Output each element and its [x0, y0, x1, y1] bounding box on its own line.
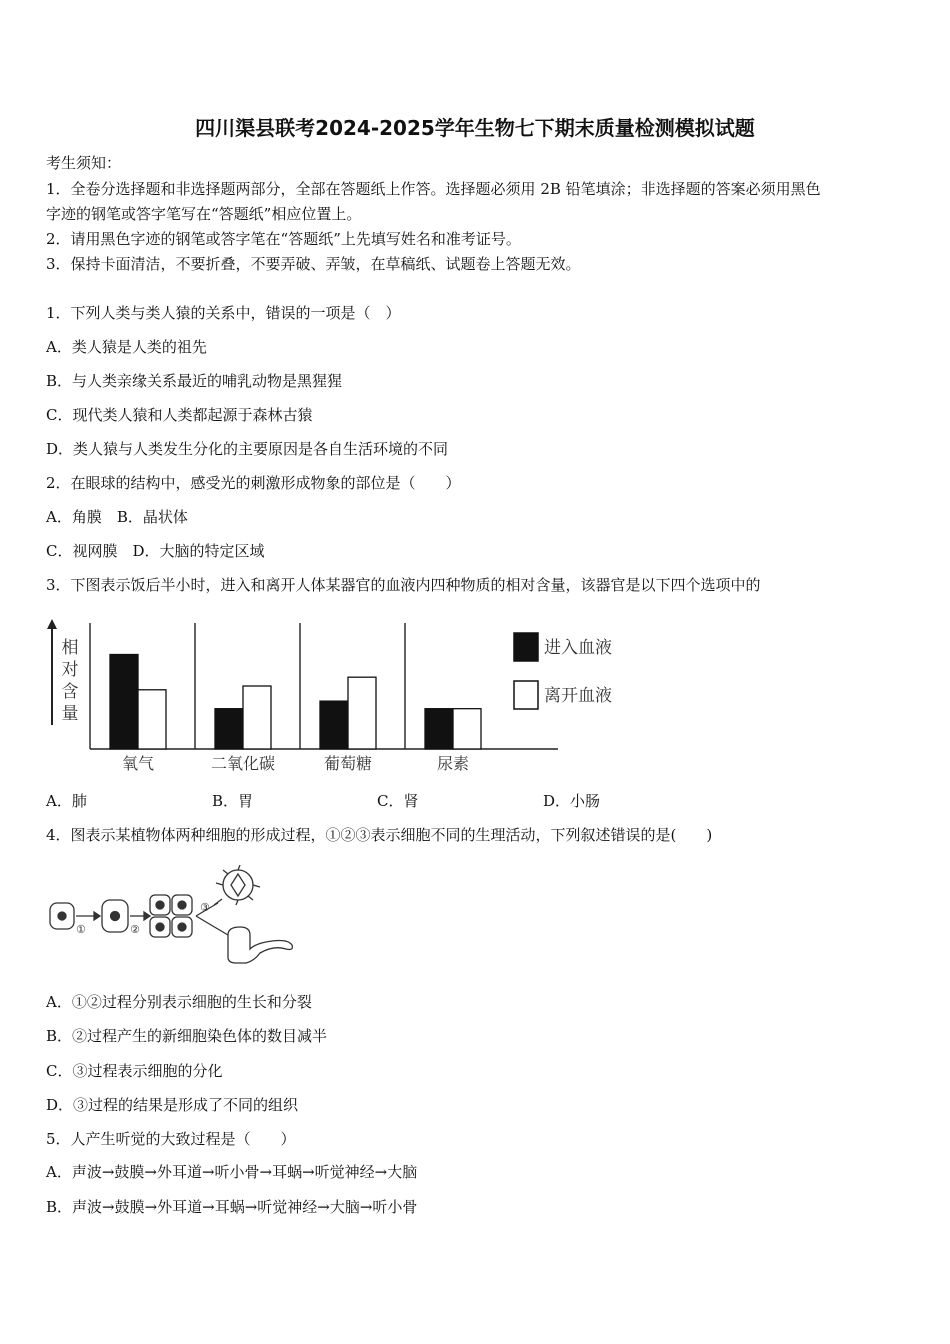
q3-option-b: B．胃 — [212, 792, 254, 810]
q2-options-cd: C．视网膜 D．大脑的特定区域 — [46, 542, 265, 560]
bar-leave-1 — [243, 686, 271, 749]
legend-swatch-1 — [514, 681, 538, 709]
q1-option-c: C．现代类人猿和人类都起源于森林古猿 — [46, 406, 313, 424]
q3-option-c: C．肾 — [377, 792, 419, 810]
q3-option-d: D．小肠 — [543, 792, 601, 810]
category-label: 氧气 — [121, 754, 155, 773]
q1-option-a: A．类人猿是人类的祖先 — [46, 338, 207, 356]
q1-option-b: B．与人类亲缘关系最近的哺乳动物是黑猩猩 — [46, 372, 343, 390]
bar-leave-3 — [453, 709, 481, 749]
q5-option-b: B．声波→鼓膜→外耳道→耳蜗→听觉神经→大脑→听小骨 — [46, 1198, 418, 1216]
legend-label-0: 进入血液 — [544, 638, 612, 658]
q4-option-d: D．③过程的结果是形成了不同的组织 — [46, 1096, 299, 1114]
legend-label-1: 离开血液 — [544, 686, 612, 706]
y-axis-label-char: 含 — [61, 682, 79, 702]
notice-line-1a: 1．全卷分选择题和非选择题两部分，全部在答题纸上作答。选择题必须用 2B 铅笔填涂；非选择题的答案必须用黑色 — [46, 180, 821, 198]
y-axis-label-char: 对 — [61, 660, 79, 680]
label-1: ① — [76, 923, 86, 936]
q4-option-c: C．③过程表示细胞的分化 — [46, 1062, 223, 1080]
q3-bar-chart — [40, 615, 640, 780]
label-3: ③ — [200, 901, 210, 914]
notice-line-1b: 字迹的钢笔或答字笔写在“答题纸”相应位置上。 — [46, 205, 362, 223]
legend-swatch-0 — [514, 633, 538, 661]
q4-stem: 4．图表示某植物体两种细胞的形成过程，①②③表示细胞不同的生理活动，下列叙述错误的是( ) — [46, 826, 713, 844]
bar-leave-2 — [348, 677, 376, 749]
q3-option-a: A．肺 — [46, 792, 87, 810]
bar-enter-0 — [110, 655, 138, 750]
chart-bars — [110, 655, 481, 750]
chart-legend — [514, 633, 612, 709]
nucleus-icon — [58, 912, 66, 920]
q5-option-a: A．声波→鼓膜→外耳道→听小骨→耳蜗→听觉神经→大脑 — [46, 1163, 418, 1181]
q1-option-d: D．类人猿与人类发生分化的主要原因是各自生活环境的不同 — [46, 440, 449, 458]
q2-stem: 2．在眼球的结构中，感受光的刺激形成物象的部位是（ ） — [46, 474, 461, 492]
notice-line-3: 3．保持卡面清洁，不要折叠，不要弄破、弄皱，在草稿纸、试题卷上答题无效。 — [46, 255, 581, 273]
q3-stem: 3．下图表示饭后半小时，进入和离开人体某器官的血液内四种物质的相对含量，该器官是以下四个选项中的 — [46, 576, 761, 594]
category-label: 葡萄糖 — [323, 754, 373, 773]
q5-stem: 5．人产生听觉的大致过程是（ ） — [46, 1130, 296, 1148]
cell-formation-figure — [46, 865, 306, 965]
q4-option-a: A．①②过程分别表示细胞的生长和分裂 — [46, 993, 312, 1011]
category-label: 尿素 — [436, 754, 470, 773]
category-label: 二氧化碳 — [210, 754, 276, 773]
bar-enter-3 — [425, 709, 453, 749]
notice-line-2: 2．请用黑色字迹的钢笔或答字笔在“答题纸”上先填写姓名和准考证号。 — [46, 230, 521, 248]
bar-enter-2 — [320, 701, 348, 749]
arrow-3b — [196, 916, 228, 935]
page-title: 四川渠县联考2024-2025学年生物七下期末质量检测模拟试题 — [195, 116, 755, 140]
bar-leave-0 — [138, 690, 166, 749]
y-axis-label-char: 相 — [61, 638, 79, 658]
arrow-head-icon — [47, 619, 57, 629]
notice-heading: 考生须知： — [46, 154, 122, 172]
label-2: ② — [130, 923, 140, 936]
q1-stem: 1．下列人类与类人猿的关系中，错误的一项是（ ） — [46, 304, 401, 322]
q2-options-ab: A．角膜 B．晶状体 — [46, 508, 188, 526]
bar-enter-1 — [215, 709, 243, 749]
differentiated-cell-long — [228, 927, 292, 963]
y-axis-label-char: 量 — [61, 704, 79, 724]
q4-option-b: B．②过程产生的新细胞染色体的数目减半 — [46, 1027, 328, 1045]
